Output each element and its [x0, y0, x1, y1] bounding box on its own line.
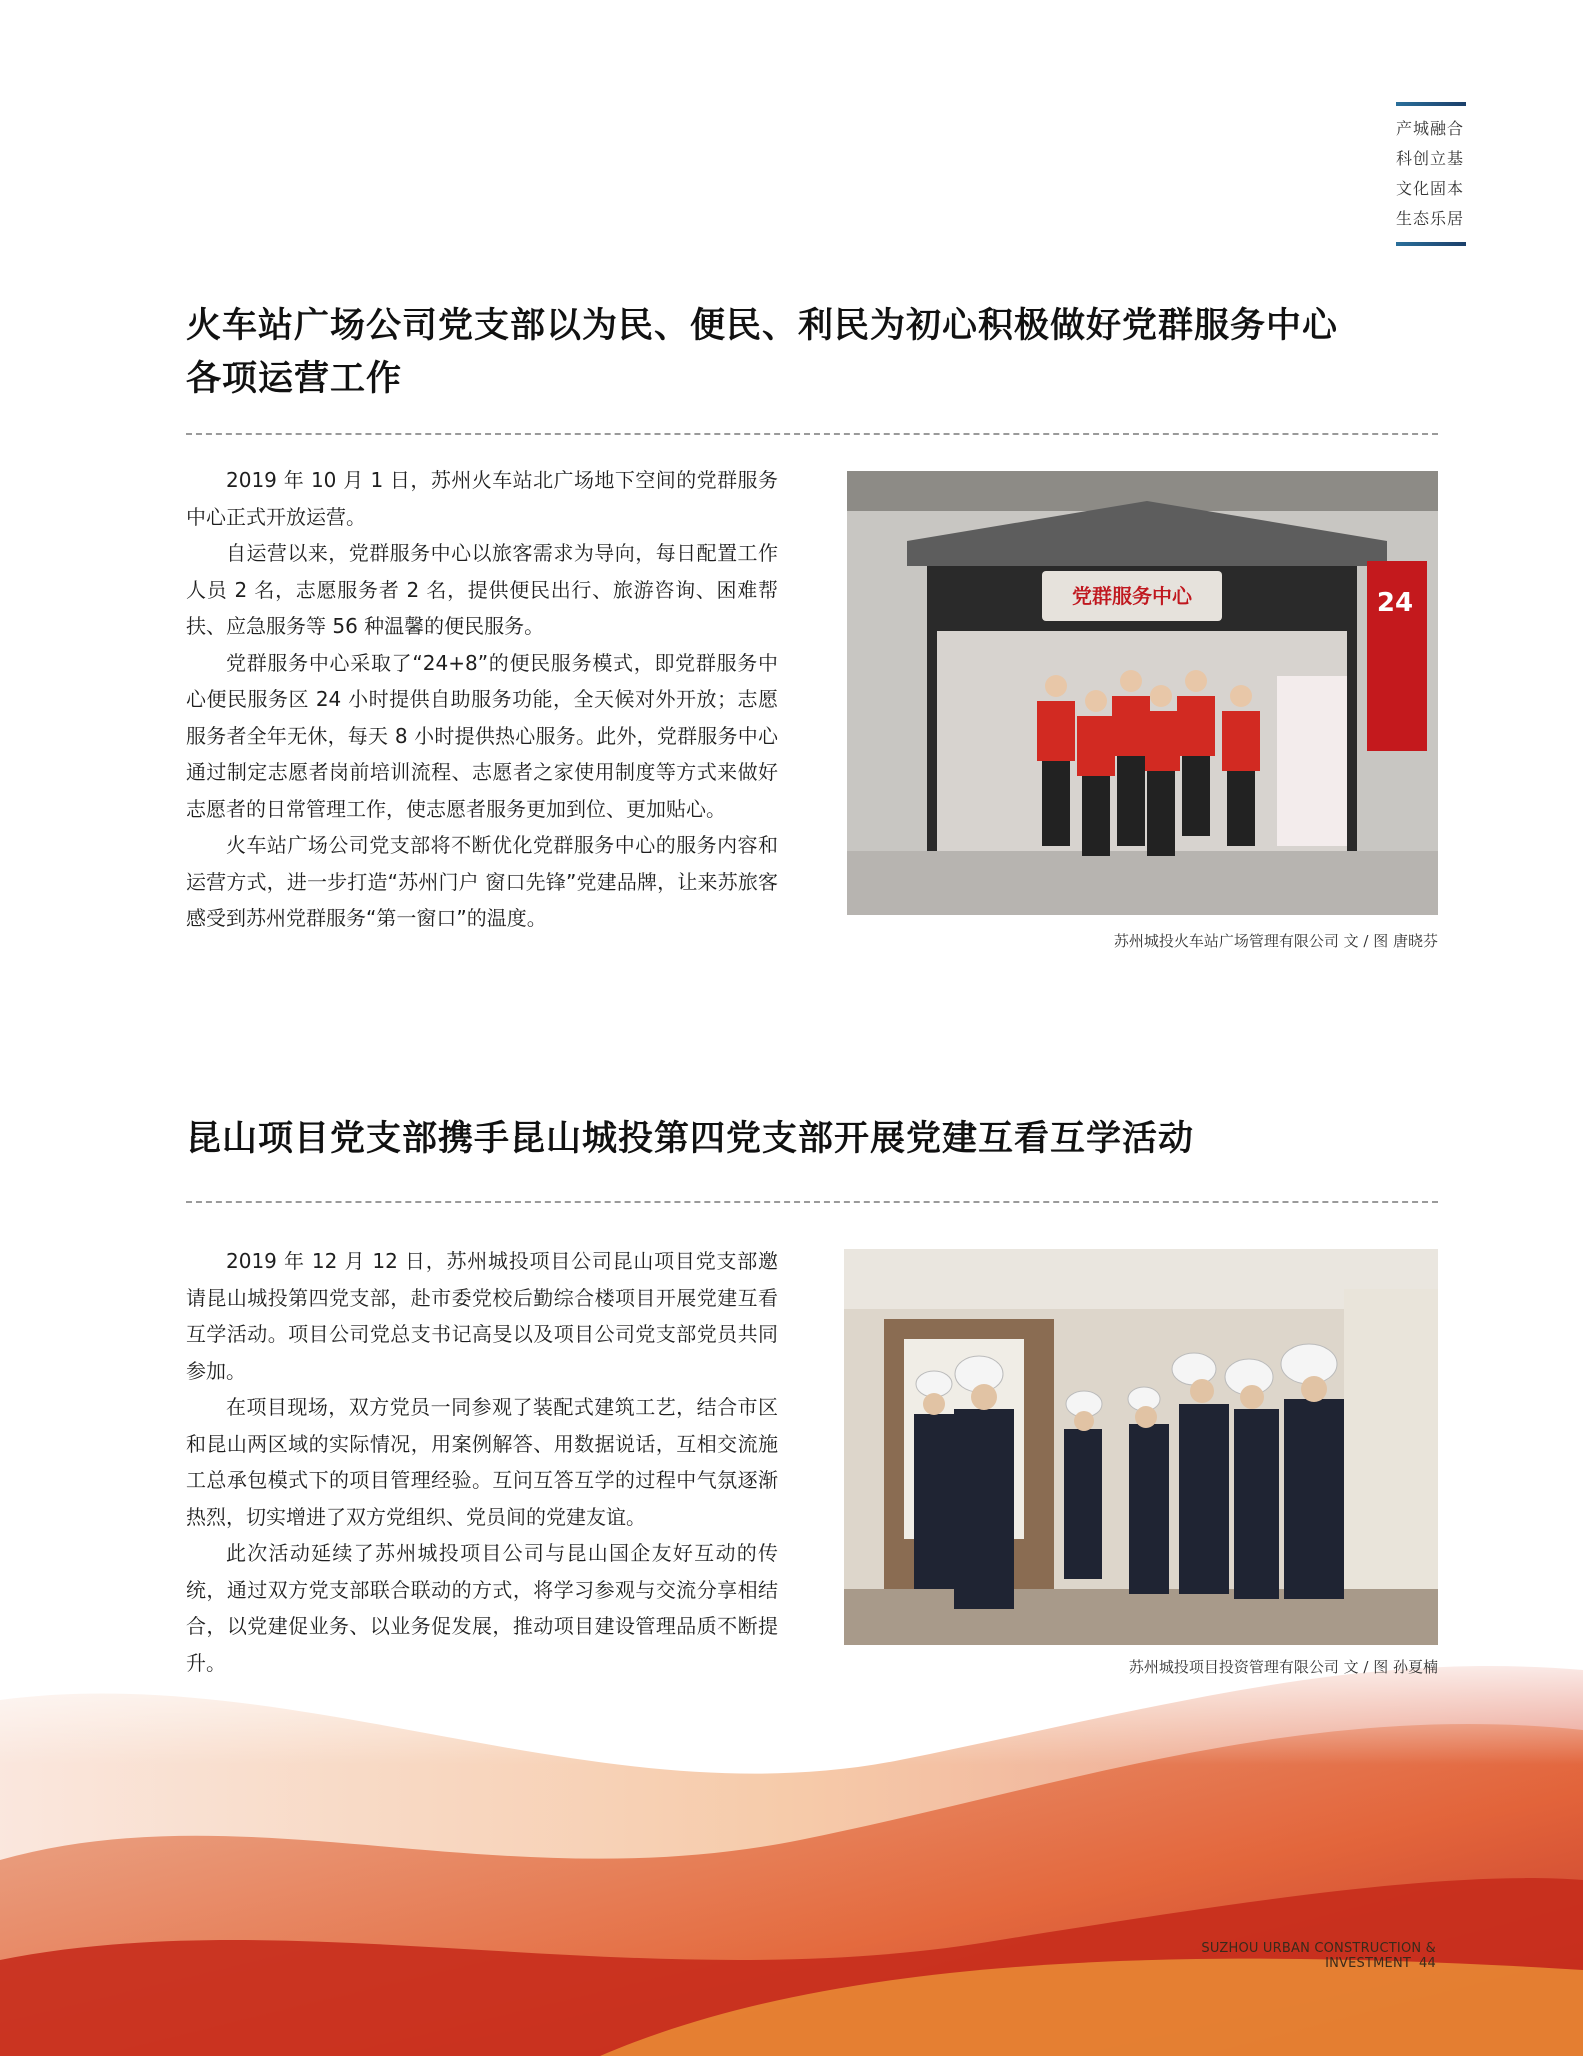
article1-paragraph: 党群服务中心采取了“24+8”的便民服务模式，即党群服务中心便民服务区 24 小时提供自助服务功能，全天候对外开放；志愿服务者全年无休，每天 8 小时提供热心服务。此外，党群服务中心通过制定志愿者岗前培训流程、志愿者之家使用制度等方式来做好志愿者的日常管理工作，使志愿者服务更加到位、更加贴心。 — [186, 650, 778, 821]
article1-title — [186, 300, 1338, 406]
article1-caption: 苏州城投火车站广场管理有限公司 文 / 图 唐晓芬 — [1113, 932, 1438, 950]
article2-body — [186, 1243, 778, 1681]
article2-divider — [186, 1201, 1438, 1203]
article2-paragraph: 此次活动延续了苏州城投项目公司与昆山国企友好互动的传统，通过双方党支部联合联动的方式，将学习参观与交流分享相结合，以党建促业务、以业务促发展，推动项目建设管理品质不断提升。 — [186, 1541, 778, 1675]
background-wave-decoration — [0, 1640, 1583, 2056]
tag-divider-bottom — [1396, 242, 1466, 246]
article1-paragraph: 2019 年 10 月 1 日，苏州火车站北广场地下空间的党群服务中心正式开放运营。 — [186, 468, 778, 529]
page-number: 44 — [1419, 1956, 1436, 1971]
tag-item: 文化固本 — [1396, 179, 1465, 198]
article1-photo — [847, 471, 1438, 915]
service-center-sign-text: 党群服务中心 — [1072, 584, 1192, 608]
article2-title: 昆山项目党支部携手昆山城投第四党支部开展党建互看互学活动 — [186, 1119, 1195, 1159]
article1-title-line2: 各项运营工作 — [186, 359, 403, 399]
tag-divider-top — [1396, 102, 1466, 106]
site-visit-photo — [844, 1249, 1438, 1645]
article1-divider — [186, 433, 1438, 435]
article2-paragraph: 2019 年 12 月 12 日，苏州城投项目公司昆山项目党支部邀请昆山城投第四党支部，赴市委党校后勤综合楼项目开展党建互看互学活动。项目公司党总支书记高旻以及项目公司党支部党员共同参加。 — [186, 1249, 778, 1383]
self-service-24-sign: 24 — [1376, 588, 1414, 618]
article2-paragraph: 在项目现场，双方党员一同参观了装配式建筑工艺，结合市区和昆山两区域的实际情况，用案例解答、用数据说话，互相交流施工总承包模式下的项目管理经验。互问互答互学的过程中气氛逐渐热烈，切实增进了双方党组织、党员间的党建友谊。 — [186, 1395, 778, 1529]
tag-item: 科创立基 — [1396, 149, 1465, 168]
tag-item: 生态乐居 — [1396, 209, 1465, 228]
magazine-name: SUZHOU URBAN CONSTRUCTION & INVESTMENT — [1201, 1941, 1436, 1971]
article1-paragraph: 自运营以来，党群服务中心以旅客需求为导向，每日配置工作人员 2 名，志愿服务者 2 名，提供便民出行、旅游咨询、困难帮扶、应急服务等 56 种温馨的便民服务。 — [186, 541, 778, 638]
article1-title-line1: 火车站广场公司党支部以为民、便民、利民为初心积极做好党群服务中心 — [186, 306, 1339, 346]
page-footer — [1100, 1941, 1436, 1971]
article2-photo — [844, 1249, 1438, 1645]
section-tags — [1396, 102, 1466, 246]
article1-body — [186, 462, 778, 937]
service-center-photo — [847, 471, 1438, 915]
article2-caption: 苏州城投项目投资管理有限公司 文 / 图 孙夏楠 — [1128, 1658, 1438, 1676]
tag-item: 产城融合 — [1396, 119, 1465, 138]
article1-paragraph: 火车站广场公司党支部将不断优化党群服务中心的服务内容和运营方式，进一步打造“苏州门户 窗口先锋”党建品牌，让来苏旅客感受到苏州党群服务“第一窗口”的温度。 — [186, 833, 778, 930]
